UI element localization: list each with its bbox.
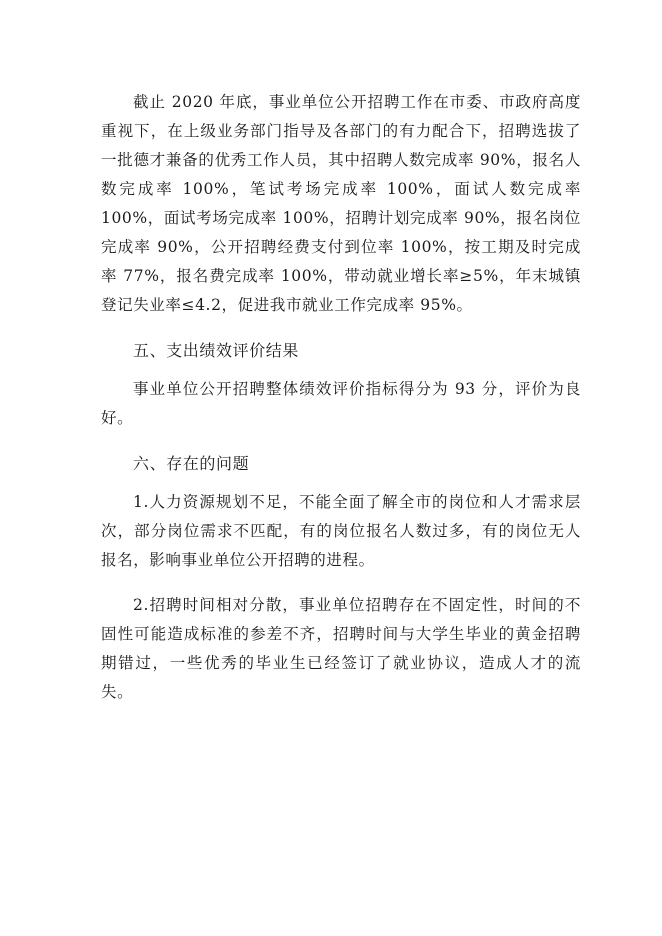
document-body	[101, 88, 581, 707]
section-heading-existing-problems: 六、存在的问题	[133, 454, 250, 473]
paragraph-problem-1: 1.人力资源规划不足，不能全面了解全市的岗位和人才需求层次，部分岗位需求不匹配，有的岗位报名人数过多，有的岗位无人报名，影响事业单位公开招聘的进程。	[101, 493, 581, 569]
paragraph-evaluation-score: 事业单位公开招聘整体绩效评价指标得分为 93 分，评价为良好。	[101, 380, 581, 427]
section-heading-evaluation-results: 五、支出绩效评价结果	[133, 341, 300, 360]
paragraph-recruitment-summary: 截止 2020 年底，事业单位公开招聘工作在市委、市政府高度重视下，在上级业务部门指导及各部门的有力配合下，招聘选拔了一批德才兼备的优秀工作人员，其中招聘人数完成率 90%，报名人数完成率 100%，笔试考场完成率 100%，面试人数完成率 100%，面试考场完成率 100%，招聘计划完成率 90%，报名岗位完成率 90%，公开招聘经费支付到位率 100%，按工期及时完成率 77%，报名费完成率 100%，带动就业增长率≥5%，年末城镇登记失业率≤4.2，促进我市就业工作完成率 95%。	[101, 93, 581, 314]
paragraph-problem-2: 2.招聘时间相对分散，事业单位招聘存在不固定性，时间的不固性可能造成标准的参差不齐，招聘时间与大学生毕业的黄金招聘期错过，一些优秀的毕业生已经签订了就业协议，造成人才的流失。	[101, 596, 581, 701]
